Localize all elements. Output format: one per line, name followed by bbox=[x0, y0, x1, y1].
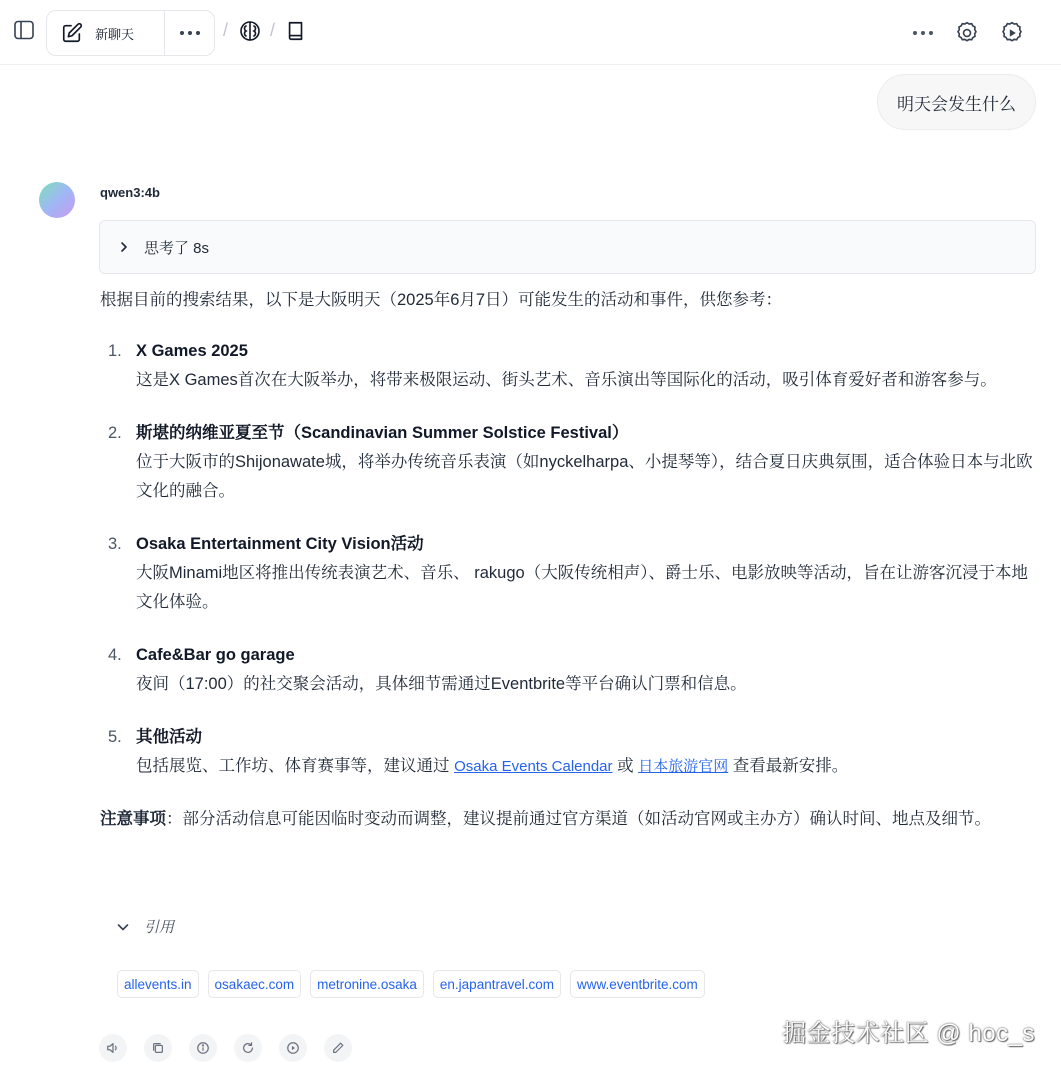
citation-chip[interactable]: osakaec.com bbox=[208, 970, 302, 998]
knowledge-button[interactable] bbox=[282, 17, 310, 45]
assistant-response bbox=[100, 286, 1040, 834]
settings-play-icon bbox=[999, 20, 1025, 46]
controls-button[interactable] bbox=[951, 17, 983, 49]
list-item-title: 其他活动 bbox=[136, 728, 202, 746]
citation-chip[interactable]: metronine.osaka bbox=[310, 970, 424, 998]
list-item-title: 斯堪的纳维亚夏至节（Scandinavian Summer Solstice Festival） bbox=[136, 424, 629, 442]
thinking-toggle[interactable] bbox=[99, 220, 1036, 274]
citations-list bbox=[117, 970, 705, 998]
thinking-label: 思考了 8s bbox=[144, 239, 210, 257]
new-chat-label: 新聊天 bbox=[95, 26, 135, 42]
message-actions bbox=[99, 1034, 352, 1062]
citation-chip[interactable]: www.eventbrite.com bbox=[570, 970, 705, 998]
edit-icon bbox=[61, 22, 83, 44]
assistant-avatar bbox=[39, 182, 75, 218]
breadcrumb-separator: / bbox=[270, 20, 276, 40]
citations-toggle[interactable] bbox=[116, 916, 174, 937]
sidebar-toggle-button[interactable] bbox=[8, 14, 40, 46]
refresh-icon bbox=[241, 1041, 255, 1055]
settings-button[interactable] bbox=[996, 17, 1028, 49]
japan-travel-official-link[interactable]: 日本旅游官网 bbox=[638, 758, 729, 775]
new-chat-group bbox=[46, 10, 215, 56]
list-item-number: 3. bbox=[108, 535, 122, 553]
list-item-number: 5. bbox=[108, 728, 122, 746]
desc-text: 包括展览、工作坊、体育赛事等，建议通过 bbox=[136, 757, 455, 775]
gear-icon bbox=[954, 20, 980, 46]
list-item bbox=[100, 641, 1040, 699]
list-item-description: 这是X Games首次在大阪举办，将带来极限运动、街头艺术、音乐演出等国际化的活动，吸引体育爱好者和游客参与。 bbox=[136, 371, 997, 389]
response-intro: 根据目前的搜索结果，以下是大阪明天（2025年6月7日）可能发生的活动和事件，供您参考： bbox=[100, 291, 783, 309]
notice-label: 注意事项 bbox=[100, 810, 166, 828]
copy-button[interactable] bbox=[144, 1034, 172, 1062]
more-options-button[interactable] bbox=[906, 18, 940, 48]
more-horizontal-icon bbox=[179, 30, 201, 36]
list-item-number: 2. bbox=[108, 424, 122, 442]
list-item bbox=[100, 337, 1040, 395]
chat-more-button[interactable] bbox=[165, 11, 214, 55]
citation-chip[interactable]: allevents.in bbox=[117, 970, 199, 998]
top-bar bbox=[0, 0, 1061, 65]
regenerate-button[interactable] bbox=[234, 1034, 262, 1062]
pencil-icon bbox=[331, 1041, 345, 1055]
list-item bbox=[100, 530, 1040, 617]
user-message-bubble bbox=[877, 74, 1036, 130]
info-icon bbox=[196, 1041, 210, 1055]
list-item-number: 1. bbox=[108, 342, 122, 360]
sidebar-icon bbox=[12, 18, 36, 42]
speaker-icon bbox=[106, 1041, 120, 1055]
list-item-description: 大阪Minami地区将推出传统表演艺术、音乐、 rakugo（大阪传统相声）、爵士乐、电影放映等活动，旨在让游客沉浸于本地文化体验。 bbox=[136, 564, 1028, 611]
citation-chip[interactable]: en.japantravel.com bbox=[433, 970, 561, 998]
citations-label: 引用 bbox=[144, 919, 175, 936]
more-horizontal-icon bbox=[912, 30, 934, 36]
edit-button[interactable] bbox=[324, 1034, 352, 1062]
osaka-events-calendar-link[interactable]: Osaka Events Calendar bbox=[454, 758, 613, 775]
list-item-title: X Games 2025 bbox=[136, 342, 248, 360]
model-button[interactable] bbox=[236, 17, 264, 45]
new-chat-button[interactable] bbox=[47, 11, 165, 55]
list-item-description bbox=[136, 752, 1040, 781]
chevron-right-icon bbox=[118, 241, 130, 253]
list-item-number: 4. bbox=[108, 646, 122, 664]
list-item bbox=[100, 723, 1040, 781]
desc-text: 或 bbox=[612, 757, 639, 775]
watermark: 掘金技术社区 @ hoc_s bbox=[782, 1020, 1035, 1047]
notice-text: ：部分活动信息可能因临时变动而调整，建议提前通过官方渠道（如活动官网或主办方）确认时间、地点及细节。 bbox=[166, 810, 991, 828]
book-icon bbox=[285, 20, 307, 42]
list-item-description: 位于大阪市的Shijonawate城，将举办传统音乐表演（如nyckelharpa、小提琴等），结合夏日庆典氛围，适合体验日本与北欧文化的融合。 bbox=[136, 453, 1033, 500]
user-message-text: 明天会发生什么 bbox=[897, 94, 1016, 114]
read-aloud-button[interactable] bbox=[99, 1034, 127, 1062]
play-circle-icon bbox=[286, 1041, 300, 1055]
chevron-down-icon bbox=[116, 920, 130, 934]
continue-button[interactable] bbox=[279, 1034, 307, 1062]
info-button[interactable] bbox=[189, 1034, 217, 1062]
list-item-title: Osaka Entertainment City Vision活动 bbox=[136, 535, 424, 553]
list-item bbox=[100, 419, 1040, 506]
list-item-title: Cafe&Bar go garage bbox=[136, 646, 295, 664]
desc-text: 查看最新安排。 bbox=[728, 757, 849, 775]
copy-icon bbox=[151, 1041, 165, 1055]
breadcrumb-separator: / bbox=[223, 20, 229, 40]
brain-icon bbox=[238, 19, 262, 43]
notice-paragraph bbox=[100, 805, 1040, 834]
model-name: qwen3:4b bbox=[100, 185, 160, 200]
list-item-description: 夜间（17:00）的社交聚会活动，具体细节需通过Eventbrite等平台确认门票和信息。 bbox=[136, 675, 747, 693]
